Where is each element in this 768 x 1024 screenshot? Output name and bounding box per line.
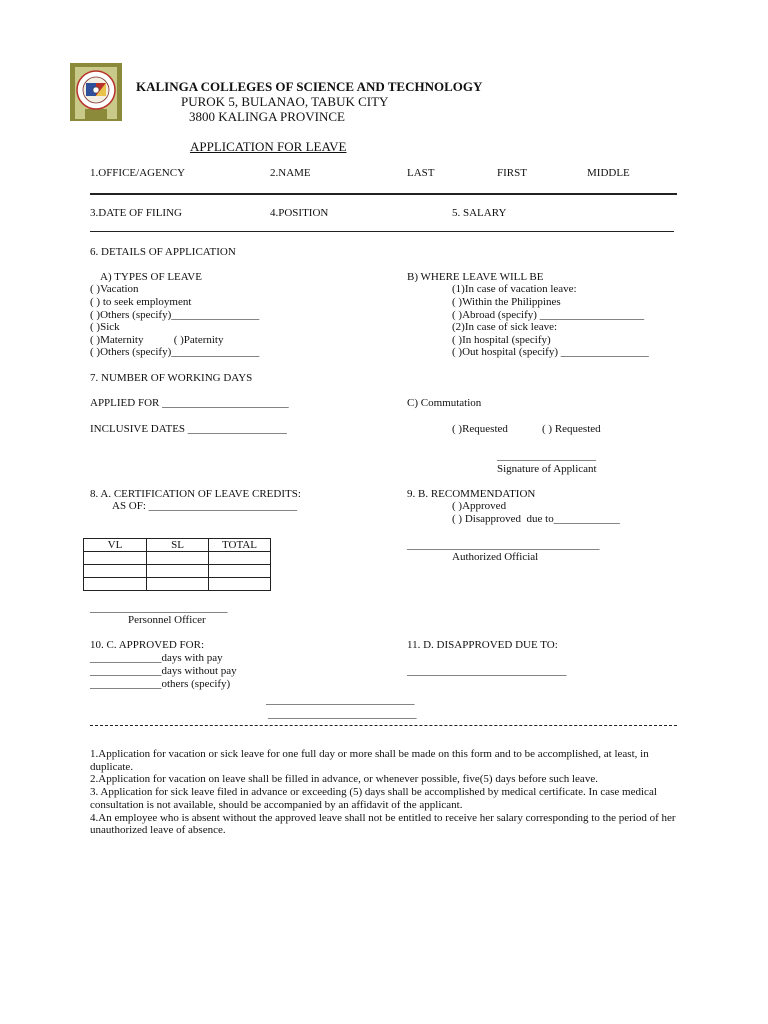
- leave-type-seek-employment: ( ) to seek employment: [90, 296, 192, 308]
- first-name-label: FIRST: [497, 167, 527, 179]
- certification-heading: 8. A. CERTIFICATION OF LEAVE CREDITS:: [90, 488, 301, 500]
- authorized-official-line: ___________________________________: [407, 539, 600, 551]
- address-line-2: 3800 KALINGA PROVINCE: [189, 109, 345, 124]
- commutation-requested-1: ( )Requested: [452, 423, 508, 435]
- commutation-label: C) Commutation: [407, 397, 482, 409]
- salary-label: 5. SALARY: [452, 207, 507, 219]
- types-of-leave-heading: A) TYPES OF LEAVE: [100, 271, 202, 283]
- table-cell: [147, 565, 209, 578]
- table-row: [84, 552, 271, 565]
- details-heading: 6. DETAILS OF APPLICATION: [90, 246, 236, 258]
- note-item: 2.Application for vacation on leave shall be filled in advance, or whenever possible, five(5) days before such leave.: [90, 773, 598, 786]
- date-of-filing-label: 3.DATE OF FILING: [90, 207, 182, 219]
- where-leave-heading: B) WHERE LEAVE WILL BE: [407, 271, 544, 283]
- where-out-hospital: ( )Out hospital (specify) ________________: [452, 346, 649, 358]
- working-days-heading: 7. NUMBER OF WORKING DAYS: [90, 372, 253, 384]
- row1-divider: [90, 193, 677, 195]
- note-item: 4.An employee who is absent without the approved leave shall not be entitled to receive her salary corresponding to the period of her unauthorized leave of absence.: [90, 811, 676, 837]
- leave-type-vacation: ( )Vacation: [90, 283, 139, 295]
- last-name-label: LAST: [407, 167, 435, 179]
- position-label: 4.POSITION: [270, 207, 329, 219]
- where-sick-case: (2)In case of sick leave:: [452, 321, 558, 333]
- recommendation-heading: 9. B. RECOMMENDATION: [407, 488, 536, 500]
- certification-as-of: AS OF: ___________________________: [112, 500, 298, 512]
- dashed-separator: [90, 725, 677, 726]
- table-header-total: TOTAL: [209, 539, 271, 552]
- applicant-signature-line: __________________: [497, 450, 596, 462]
- table-header-sl: SL: [147, 539, 209, 552]
- disapproved-reason-line: _____________________________: [407, 665, 567, 677]
- office-agency-label: 1.OFFICE/AGENCY: [90, 167, 186, 179]
- table-cell: [209, 565, 271, 578]
- instructions-notes: [90, 748, 680, 837]
- note-item: 3. Application for sick leave filed in advance or exceeding (5) days shall be accomplished by medical certificate. In case medical consultation is not available, should be accompanied by an affidavit of the applicant.: [90, 786, 657, 811]
- recommendation-approved: ( )Approved: [452, 500, 507, 512]
- where-abroad: ( )Abroad (specify) ___________________: [452, 309, 645, 321]
- leave-type-sick: ( )Sick: [90, 321, 120, 333]
- authorized-official-label: Authorized Official: [452, 551, 539, 563]
- table-cell: [147, 578, 209, 591]
- leave-type-maternity-paternity: ( )Maternity ( )Paternity: [90, 334, 224, 346]
- approved-for-heading: 10. C. APPROVED FOR:: [90, 639, 205, 651]
- approved-days-without-pay: _____________days without pay: [90, 665, 237, 677]
- table-header-vl: VL: [84, 539, 147, 552]
- table-row: [84, 578, 271, 591]
- commutation-requested-2: ( ) Requested: [542, 423, 601, 435]
- middle-name-label: MIDDLE: [587, 167, 630, 179]
- where-within-philippines: ( )Within the Philippines: [452, 296, 561, 308]
- leave-type-others-2: ( )Others (specify)________________: [90, 346, 260, 358]
- signature-line-2: ___________________________: [268, 708, 417, 720]
- approved-others: _____________others (specify): [90, 678, 231, 690]
- note-item: 1.Application for vacation or sick leave for one full day or more shall be made on this form and to be accomplished, at least, in duplicate.: [90, 748, 649, 773]
- table-cell: [209, 578, 271, 591]
- table-cell: [147, 552, 209, 565]
- disapproved-heading: 11. D. DISAPPROVED DUE TO:: [407, 639, 558, 651]
- where-in-hospital: ( )In hospital (specify): [452, 334, 551, 346]
- school-logo: [70, 63, 122, 121]
- table-header-row: [84, 539, 271, 552]
- form-title: APPLICATION FOR LEAVE: [190, 139, 347, 154]
- school-name: KALINGA COLLEGES OF SCIENCE AND TECHNOLOGY: [136, 79, 483, 94]
- leave-type-others-1: ( )Others (specify)________________: [90, 309, 260, 321]
- personnel-officer-line: _________________________: [90, 602, 228, 614]
- row2-divider: [90, 231, 674, 232]
- recommendation-disapproved: ( ) Disapproved due to____________: [452, 513, 620, 525]
- table-cell: [209, 552, 271, 565]
- leave-credits-table: [83, 538, 271, 591]
- applicant-signature-label: Signature of Applicant: [497, 463, 597, 475]
- inclusive-dates-field: INCLUSIVE DATES __________________: [90, 423, 287, 435]
- name-label: 2.NAME: [270, 167, 311, 179]
- table-cell: [84, 552, 147, 565]
- approved-days-with-pay: _____________days with pay: [90, 652, 223, 664]
- applied-for-field: APPLIED FOR _______________________: [90, 397, 289, 409]
- table-cell: [84, 565, 147, 578]
- table-row: [84, 565, 271, 578]
- table-cell: [84, 578, 147, 591]
- signature-line-1: ___________________________: [266, 694, 415, 706]
- where-vacation-case: (1)In case of vacation leave:: [452, 283, 577, 295]
- address-line-1: PUROK 5, BULANAO, TABUK CITY: [181, 94, 389, 109]
- personnel-officer-label: Personnel Officer: [128, 614, 206, 626]
